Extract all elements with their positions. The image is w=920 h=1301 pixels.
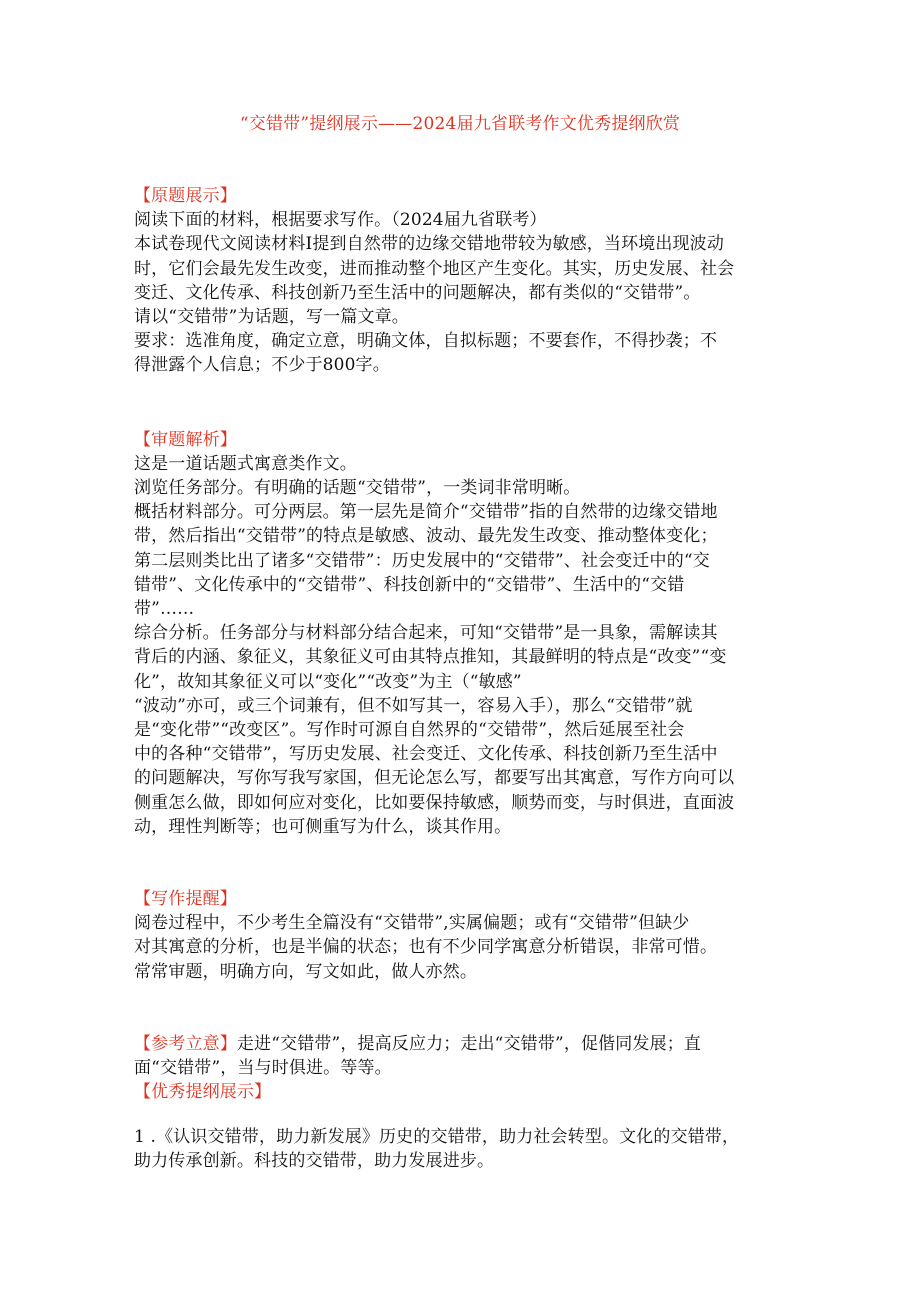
section-spacer [134, 839, 794, 887]
paragraph-line: 面“交错带”，当与时俱进。等等。 [134, 1058, 392, 1079]
paragraph-line: 中的各种“交错带”，写历史发展、社会变迁、文化传承、科技创新乃至生活中 [134, 744, 718, 765]
section-analysis [134, 428, 794, 839]
paragraph-line: 第二层则类比出了诸多“交错带”：历史发展中的“交错带”、社会变迁中的“交 [134, 550, 710, 571]
paragraph-line: 动，理性判断等；也可侧重写为什么，谈其作用。 [134, 816, 512, 837]
section-heading-reference: 【参考立意】 [134, 1033, 237, 1054]
section-heading-reminder: 【写作提醒】 [134, 889, 237, 910]
section-original [134, 184, 794, 378]
paragraph-line: 这是一道话题式寓意类作文。 [134, 453, 357, 474]
section-heading-outlines: 【优秀提纲展示】 [134, 1082, 272, 1103]
section-heading-original: 【原题展示】 [134, 186, 237, 206]
paragraph-line: 错带”、文化传承中的“交错带”、科技创新中的“交错带”、生活中的“交错 [134, 574, 685, 595]
paragraph-line: 助力传承创新。科技的交错带，助力发展进步。 [134, 1150, 495, 1171]
paragraph-line: 带”…… [134, 599, 195, 620]
section-spacer [134, 378, 794, 428]
paragraph-line: 浏览任务部分。有明确的话题“交错带”，一类词非常明晰。 [134, 478, 581, 499]
section-outlines [134, 1080, 794, 1173]
paragraph-line: 概括材料部分。可分两层。第一层先是简介“交错带”指的自然带的边缘交错地 [134, 502, 718, 523]
paragraph-line: 阅读下面的材料，根据要求写作。（2024届九省联考） [134, 210, 547, 231]
section-spacer [134, 1105, 794, 1125]
section-spacer [134, 984, 794, 1032]
paragraph-line: 综合分析。任务部分与材料部分结合起来，可知“交错带”是一具象，需解读其 [134, 623, 718, 644]
document-body [134, 184, 794, 1173]
paragraph-line: 要求：选准角度，确定立意，明确文体，自拟标题；不要套作，不得抄袭；不 [134, 331, 718, 352]
paragraph-line: 得泄露个人信息；不少于800字。 [134, 355, 390, 376]
paragraph-line: 背后的内涵、象征义，其象征义可由其特点推知，其最鲜明的特点是“改变”“变 [134, 647, 727, 668]
paragraph-line: 1 .《认识交错带，助力新发展》历史的交错带，助力社会转型。文化的交错带， [134, 1126, 740, 1147]
paragraph-line: 化”，故知其象征义可以“变化”“改变”为主（“敏感” [134, 671, 522, 692]
paragraph-line: 侧重怎么做，即如何应对变化，比如要保持敏感，顺势而变，与时俱进，直面波 [134, 792, 735, 813]
paragraph-line: 变迁、文化传承、科技创新乃至生活中的问题解决，都有类似的“交错带”。 [134, 282, 701, 303]
paragraph-line: 对其寓意的分析，也是半偏的状态；也有不少同学寓意分析错误，非常可惜。 [134, 937, 718, 958]
document-title: “交错带”提纲展示——2024届九省联考作文优秀提纲欣赏 [239, 114, 681, 134]
paragraph-line: 请以“交错带”为话题，写一篇文章。 [134, 307, 409, 328]
paragraph-line: 的问题解决，写你写我写家国，但无论怎么写，都要写出其寓意，写作方向可以 [134, 768, 735, 789]
section-reference [134, 1032, 794, 1080]
paragraph-line: “波动”亦可，或三个词兼有，但不如写其一，容易入手），那么“交错带”就 [134, 695, 693, 716]
section-reminder [134, 887, 794, 984]
section-heading-analysis: 【审题解析】 [134, 429, 237, 450]
paragraph-line: 时，它们会最先发生改变，进而推动整个地区产生变化。其实，历史发展、社会 [134, 258, 735, 279]
reference-line [134, 1032, 794, 1056]
paragraph-line: 本试卷现代文阅读材料Ⅰ提到自然带的边缘交错地带较为敏感，当环境出现波动 [134, 234, 724, 255]
paragraph-line: 常常审题，明确方向，写文如此，做人亦然。 [134, 961, 477, 982]
paragraph-line: 带，然后指出“交错带”的特点是敏感、波动、最先发生改变、推动整体变化； [134, 526, 718, 547]
paragraph-line: 阅卷过程中，不少考生全篇没有“交错带”,实属偏题；或有“交错带”但缺少 [134, 913, 690, 934]
paragraph-line: 是“变化带”“改变区”。写作时可源自自然界的“交错带”，然后延展至社会 [134, 720, 685, 741]
reference-text: 走进“交错带”，提高反应力；走出“交错带”，促偕同发展；直 [236, 1033, 702, 1054]
